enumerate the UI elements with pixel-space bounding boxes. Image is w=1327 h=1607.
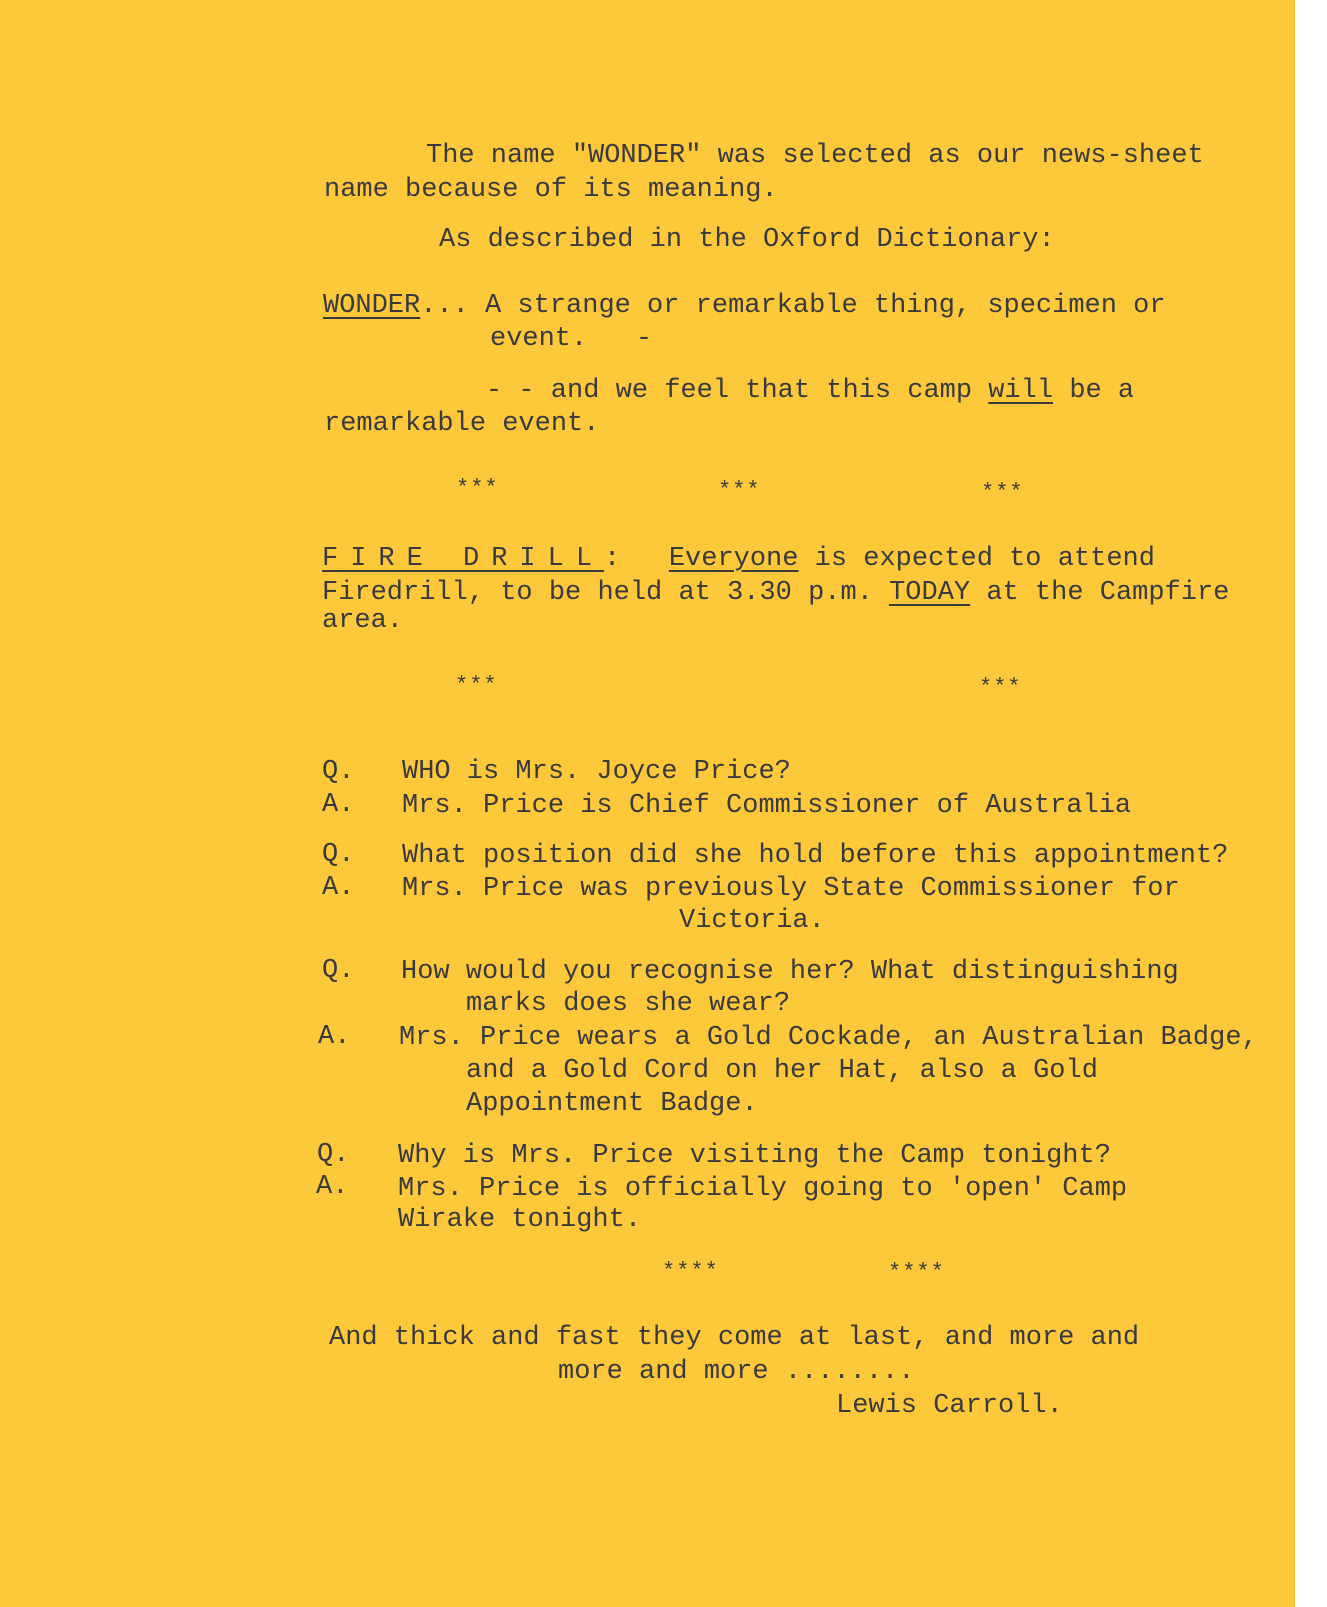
qa-3-answer-line-3: Appointment Badge.: [466, 1089, 758, 1119]
fire-drill-everyone: Everyone: [668, 544, 799, 574]
separator-stars: ***: [979, 675, 1022, 700]
qa-4-answer-line-2: Wirake tonight.: [398, 1205, 642, 1235]
feel-line-2: remarkable event.: [324, 409, 600, 439]
fire-drill-today: TODAY: [889, 578, 971, 608]
separator-stars: ***: [455, 673, 498, 698]
qa-1-question: WHO is Mrs. Joyce Price?: [402, 757, 791, 787]
separator-stars: ***: [456, 476, 499, 501]
quote-author: Lewis Carroll.: [836, 1391, 1063, 1421]
definition-term: WONDER: [323, 291, 421, 321]
qa-2-answer-label: A.: [322, 873, 355, 903]
qa-1-answer-label: A.: [322, 790, 355, 820]
qa-3-question-label: Q.: [322, 956, 355, 986]
fire-drill-time: 3.30 p.m.: [727, 578, 873, 608]
separator-stars: ***: [981, 480, 1024, 505]
fire-drill-line-2b: at the Campfire: [986, 578, 1230, 608]
qa-2-answer-line-1: Mrs. Price was previously State Commissioner for: [402, 874, 1180, 904]
qa-4-question-label: Q.: [317, 1140, 350, 1170]
qa-2-answer-line-2: Victoria.: [679, 906, 825, 936]
feel-emphasis: will: [988, 376, 1054, 406]
feel-suffix: be a: [1069, 376, 1135, 406]
separator-stars: ****: [662, 1259, 719, 1284]
qa-2-question-label: Q.: [322, 840, 355, 870]
feel-line-1: [486, 375, 1134, 407]
definition-ellipsis: ...: [420, 291, 469, 321]
fire-drill-line-2: [322, 577, 1229, 609]
intro-line-1: The name "WONDER" was selected as our news-sheet: [426, 141, 1204, 171]
intro-line-2: name because of its meaning.: [324, 175, 778, 205]
intro-line-3: As described in the Oxford Dictionary:: [439, 225, 1055, 255]
feel-prefix: - - and we feel that this camp: [486, 376, 973, 406]
separator-stars: ***: [718, 478, 761, 503]
qa-4-answer-line-1: Mrs. Price is officially going to 'open' Camp: [398, 1174, 1128, 1204]
definition-dash: -: [635, 324, 653, 354]
qa-2-question: What position did she hold before this appointment?: [402, 841, 1229, 871]
fire-drill-line-2a: Firedrill, to be held at: [322, 578, 711, 608]
definition-text-2: event.: [490, 324, 588, 354]
quote-line-1: And thick and fast they come at last, and more and: [329, 1323, 1140, 1353]
qa-3-question-line-2: marks does she wear?: [466, 989, 791, 1019]
fire-drill-line-1: [322, 543, 1155, 575]
qa-3-answer-label: A.: [318, 1022, 351, 1052]
fire-drill-line-3: area.: [322, 606, 404, 636]
definition-line-2: [490, 323, 652, 355]
separator-stars: ****: [888, 1260, 945, 1285]
qa-3-answer-line-2: and a Gold Cord on her Hat, also a Gold: [466, 1056, 1098, 1086]
definition-text-1: A strange or remarkable thing, specimen or: [485, 291, 1166, 321]
qa-3-question-line-1: How would you recognise her? What distinguishing: [401, 957, 1179, 987]
qa-4-question: Why is Mrs. Price visiting the Camp tonight?: [398, 1141, 1111, 1171]
fire-drill-rest-1: is expected to attend: [814, 544, 1155, 574]
qa-4-answer-label: A.: [316, 1172, 349, 1202]
fire-drill-colon: :: [604, 544, 621, 574]
fire-drill-heading: FIRE DRILL: [322, 544, 605, 574]
qa-3-answer-line-1: Mrs. Price wears a Gold Cockade, an Australian Badge,: [399, 1023, 1258, 1053]
definition-line-1: [323, 290, 1166, 322]
qa-1-question-label: Q.: [322, 757, 355, 787]
quote-line-2: more and more ........: [558, 1357, 915, 1387]
qa-1-answer: Mrs. Price is Chief Commissioner of Australia: [402, 791, 1132, 821]
